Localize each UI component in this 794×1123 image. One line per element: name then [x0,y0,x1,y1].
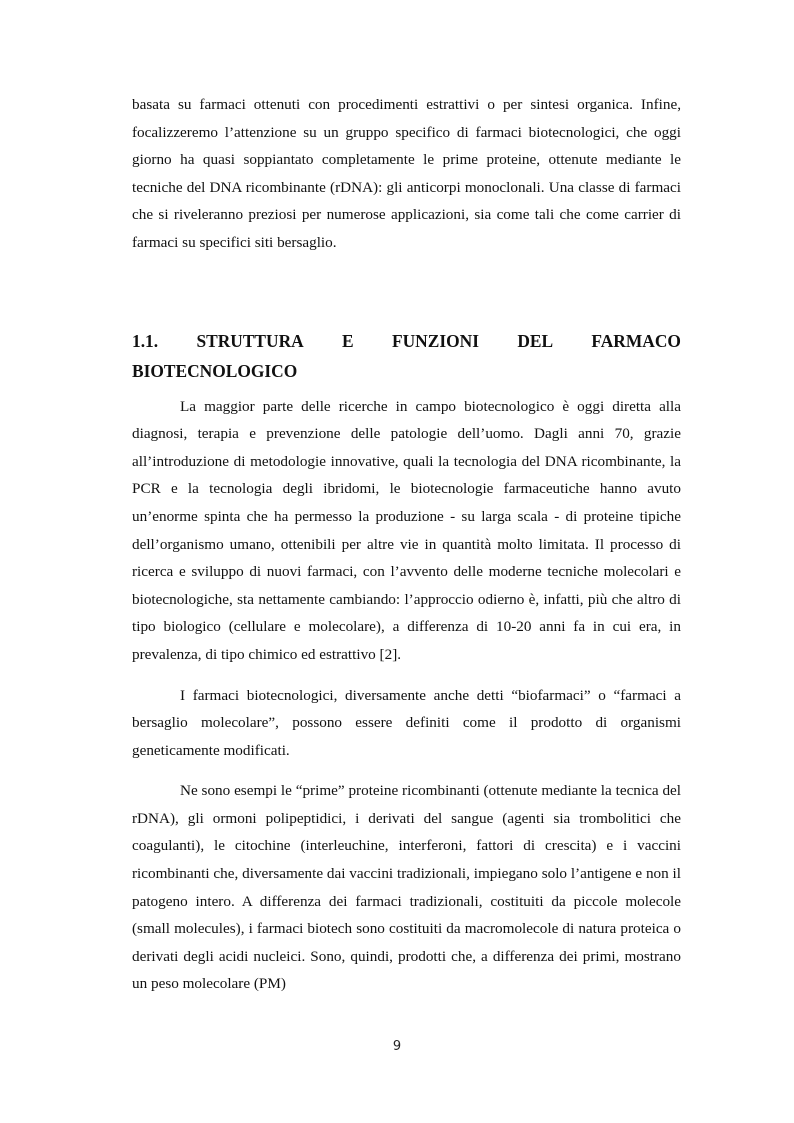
section-heading-line-2: BIOTECNOLOGICO [132,360,298,381]
body-paragraph-1: La maggior parte delle ricerche in campo biotecnologico è oggi diretta alla diagnosi, terapia e prevenzione delle patologie dell’uomo. Dagli anni 70, grazie all’introduzione di metodologie innovative, quali la tecnologia del DNA ricombinante, la PCR e la tecnologia degli ibridomi, le biotecnologie farmaceutiche hanno avuto un’enorme spinta che ha permesso la produzione - su larga scala - di proteine tipiche dell’organismo umano, ottenibili per altre vie in quantità molto limitata. Il processo di ricerca e sviluppo di nuovi farmaci, con l’avvento delle moderne tecniche molecolari e biotecnologiche, sta nettamente cambiando: l’approccio odierno è, infatti, più che altro di tipo biologico (cellulare e molecolare), a differenza di 10-20 anni fa in cui era, in prevalenza, di tipo chimico ed estrattivo [2]. [132,397,681,663]
section-title-word: FARMACO [591,330,681,351]
body-paragraph-3: Ne sono esempi le “prime” proteine ricombinanti (ottenute mediante la tecnica del rDNA), gli ormoni polipeptidici, i derivati del sangue (agenti sia trombolitici che coagulanti), le citochine (interleuchine, interferoni, fattori di crescita) e i vaccini ricombinanti che, diversamente dai vaccini tradizionali, impiegano solo l’antigene e non il patogeno intero. A differenza dei farmaci tradizionali, costituiti da piccole molecole (small molecules), i farmaci biotech sono costituiti da macromolecole di natura proteica o derivati degli acidi nucleici. Sono, quindi, prodotti che, a differenza dei primi, mostrano un peso molecolare (PM) [132,782,681,993]
section-title-word: STRUTTURA [196,330,304,351]
page-content [132,91,681,998]
section-heading-line-1 [132,326,681,356]
body-paragraph-2: I farmaci biotecnologici, diversamente anche detti “biofarmaci” o “farmaci a bersaglio molecolare”, possono essere definiti come il prodotto di organismi geneticamente modificati. [132,686,681,759]
section-heading [132,326,681,386]
section-title-word: DEL [517,330,554,351]
section-number: 1.1. [132,330,159,351]
section-title-word: FUNZIONI [392,330,479,351]
section-title-word: E [342,330,354,351]
intro-paragraph: basata su farmaci ottenuti con procedimenti estrattivi o per sintesi organica. Infine, focalizzeremo l’attenzione su un gruppo specifico di farmaci biotecnologici, che oggi giorno ha quasi soppiantato completamente le prime proteine, ottenute mediante le tecniche del DNA ricombinante (rDNA): gli anticorpi monoclonali. Una classe di farmaci che si riveleranno preziosi per numerose applicazioni, sia come tali che come carrier di farmaci su specifici siti bersaglio. [132,96,681,251]
page-number: 9 [392,1039,402,1054]
